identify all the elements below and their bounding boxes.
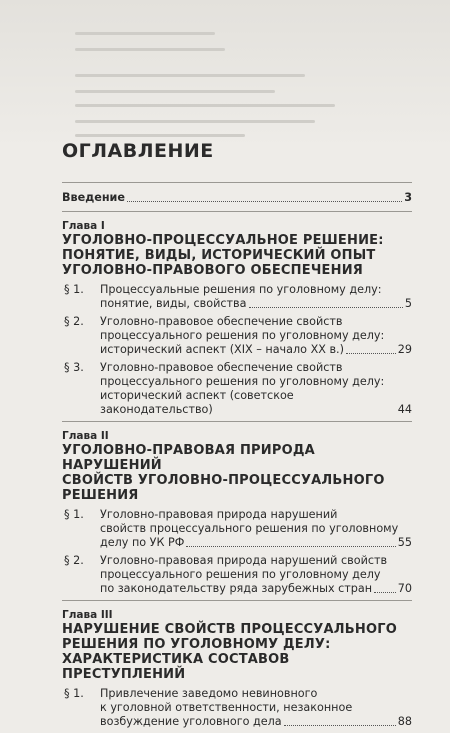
chapter-title-line: УГОЛОВНО-ПРАВОВАЯ ПРИРОДА НАРУШЕНИЙ (62, 443, 315, 473)
section-title-line: Уголовно-правовое обеспечение свойств (100, 315, 343, 328)
chapter-title[interactable] (62, 443, 412, 503)
chapter-title-line: ХАРАКТЕРИСТИКА СОСТАВОВ ПРЕСТУПЛЕНИЙ (62, 652, 290, 682)
section-title-line: исторический аспект (XIX – начало XX в.) (100, 343, 344, 356)
toc-title: ОГЛАВЛЕНИЕ (62, 140, 214, 162)
section-title-line: к уголовной ответственности, незаконное (100, 701, 353, 714)
section-number: § 1. (64, 687, 84, 700)
chapter-rule (62, 211, 412, 212)
section-title-line: процессуального решения по уголовному делу: (100, 329, 385, 342)
section-number: § 1. (64, 283, 84, 296)
section-number: § 3. (64, 361, 84, 374)
title-rule (62, 182, 412, 183)
section-title-last-line (100, 582, 412, 596)
chapter-label: Глава III (62, 609, 113, 621)
section-number: § 1. (64, 508, 84, 521)
dot-leader (249, 307, 403, 308)
section-title (100, 315, 412, 357)
section-title-line: Привлечение заведомо невиновного (100, 687, 318, 700)
chapter-title-line: РЕШЕНИЯ ПО УГОЛОВНОМУ ДЕЛУ: (62, 637, 331, 652)
section-title-line: процессуального решения по уголовному делу: (100, 375, 385, 388)
chapter-title-line: УГОЛОВНО-ПРОЦЕССУАЛЬНОЕ РЕШЕНИЕ: (62, 233, 384, 248)
section-title-line: процессуального решения по уголовному делу (100, 568, 381, 581)
toc-entry-section[interactable] (62, 687, 412, 729)
page-number: 70 (397, 582, 412, 595)
chapter-title-line: ПОНЯТИЕ, ВИДЫ, ИСТОРИЧЕСКИЙ ОПЫТ (62, 248, 376, 263)
page-number: 55 (397, 536, 412, 549)
section-title-line: понятие, виды, свойства (100, 297, 247, 310)
dot-leader (374, 592, 396, 593)
chapter-title[interactable] (62, 233, 412, 278)
section-title-last-line (100, 715, 412, 729)
section-title-line: по законодательству ряда зарубежных стран (100, 582, 373, 595)
chapter-label: Глава II (62, 430, 109, 442)
dot-leader (284, 725, 396, 726)
section-number: § 2. (64, 554, 84, 567)
section-title-line: свойств процессуального решения по уголовному (100, 522, 399, 535)
chapter-label: Глава I (62, 220, 105, 232)
section-number: § 2. (64, 315, 84, 328)
section-title-last-line (100, 536, 412, 550)
page-number: 88 (397, 715, 412, 728)
chapter-title[interactable] (62, 622, 412, 682)
previous-page-bleed-through (0, 0, 450, 150)
chapter-list (62, 211, 412, 729)
intro-page: 3 (404, 191, 412, 204)
dot-leader (186, 546, 395, 547)
section-title-last-line (100, 389, 412, 417)
chapter-title-line: УГОЛОВНО-ПРАВОВОГО ОБЕСПЕЧЕНИЯ (62, 263, 363, 278)
section-title-line: исторический аспект (советское законодательство) (100, 389, 294, 416)
toc-entry-section[interactable] (62, 361, 412, 417)
section-title-line: Процессуальные решения по уголовному делу: (100, 283, 382, 296)
chapter-title-line: НАРУШЕНИЕ СВОЙСТВ ПРОЦЕССУАЛЬНОГО (62, 622, 397, 637)
chapter-rule (62, 421, 412, 422)
section-title-line: Уголовно-правовая природа нарушений свойств (100, 554, 388, 567)
toc-entry-section[interactable] (62, 283, 412, 311)
chapter-rule (62, 600, 412, 601)
section-title (100, 508, 412, 550)
table-of-contents (62, 140, 412, 733)
dot-leader (127, 201, 402, 202)
toc-entry-section[interactable] (62, 508, 412, 550)
section-title-last-line (100, 343, 412, 357)
page-number: 29 (397, 343, 412, 356)
toc-entry-intro[interactable] (62, 191, 412, 205)
page-number: 44 (397, 403, 412, 416)
dot-leader (346, 353, 396, 354)
section-title (100, 687, 412, 729)
toc-entry-section[interactable] (62, 315, 412, 357)
section-title (100, 283, 412, 311)
section-title-line: возбуждение уголовного дела (100, 715, 282, 728)
section-title-line: Уголовно-правовая природа нарушений (100, 508, 338, 521)
chapter-title-line: СВОЙСТВ УГОЛОВНО-ПРОЦЕССУАЛЬНОГО РЕШЕНИЯ (62, 473, 385, 503)
intro-label: Введение (62, 191, 125, 204)
section-title-line: Уголовно-правовое обеспечение свойств (100, 361, 343, 374)
section-title (100, 554, 412, 596)
page-number: 5 (404, 297, 412, 310)
section-title (100, 361, 412, 417)
toc-entry-section[interactable] (62, 554, 412, 596)
section-title-line: делу по УК РФ (100, 536, 185, 549)
section-title-last-line (100, 297, 412, 311)
